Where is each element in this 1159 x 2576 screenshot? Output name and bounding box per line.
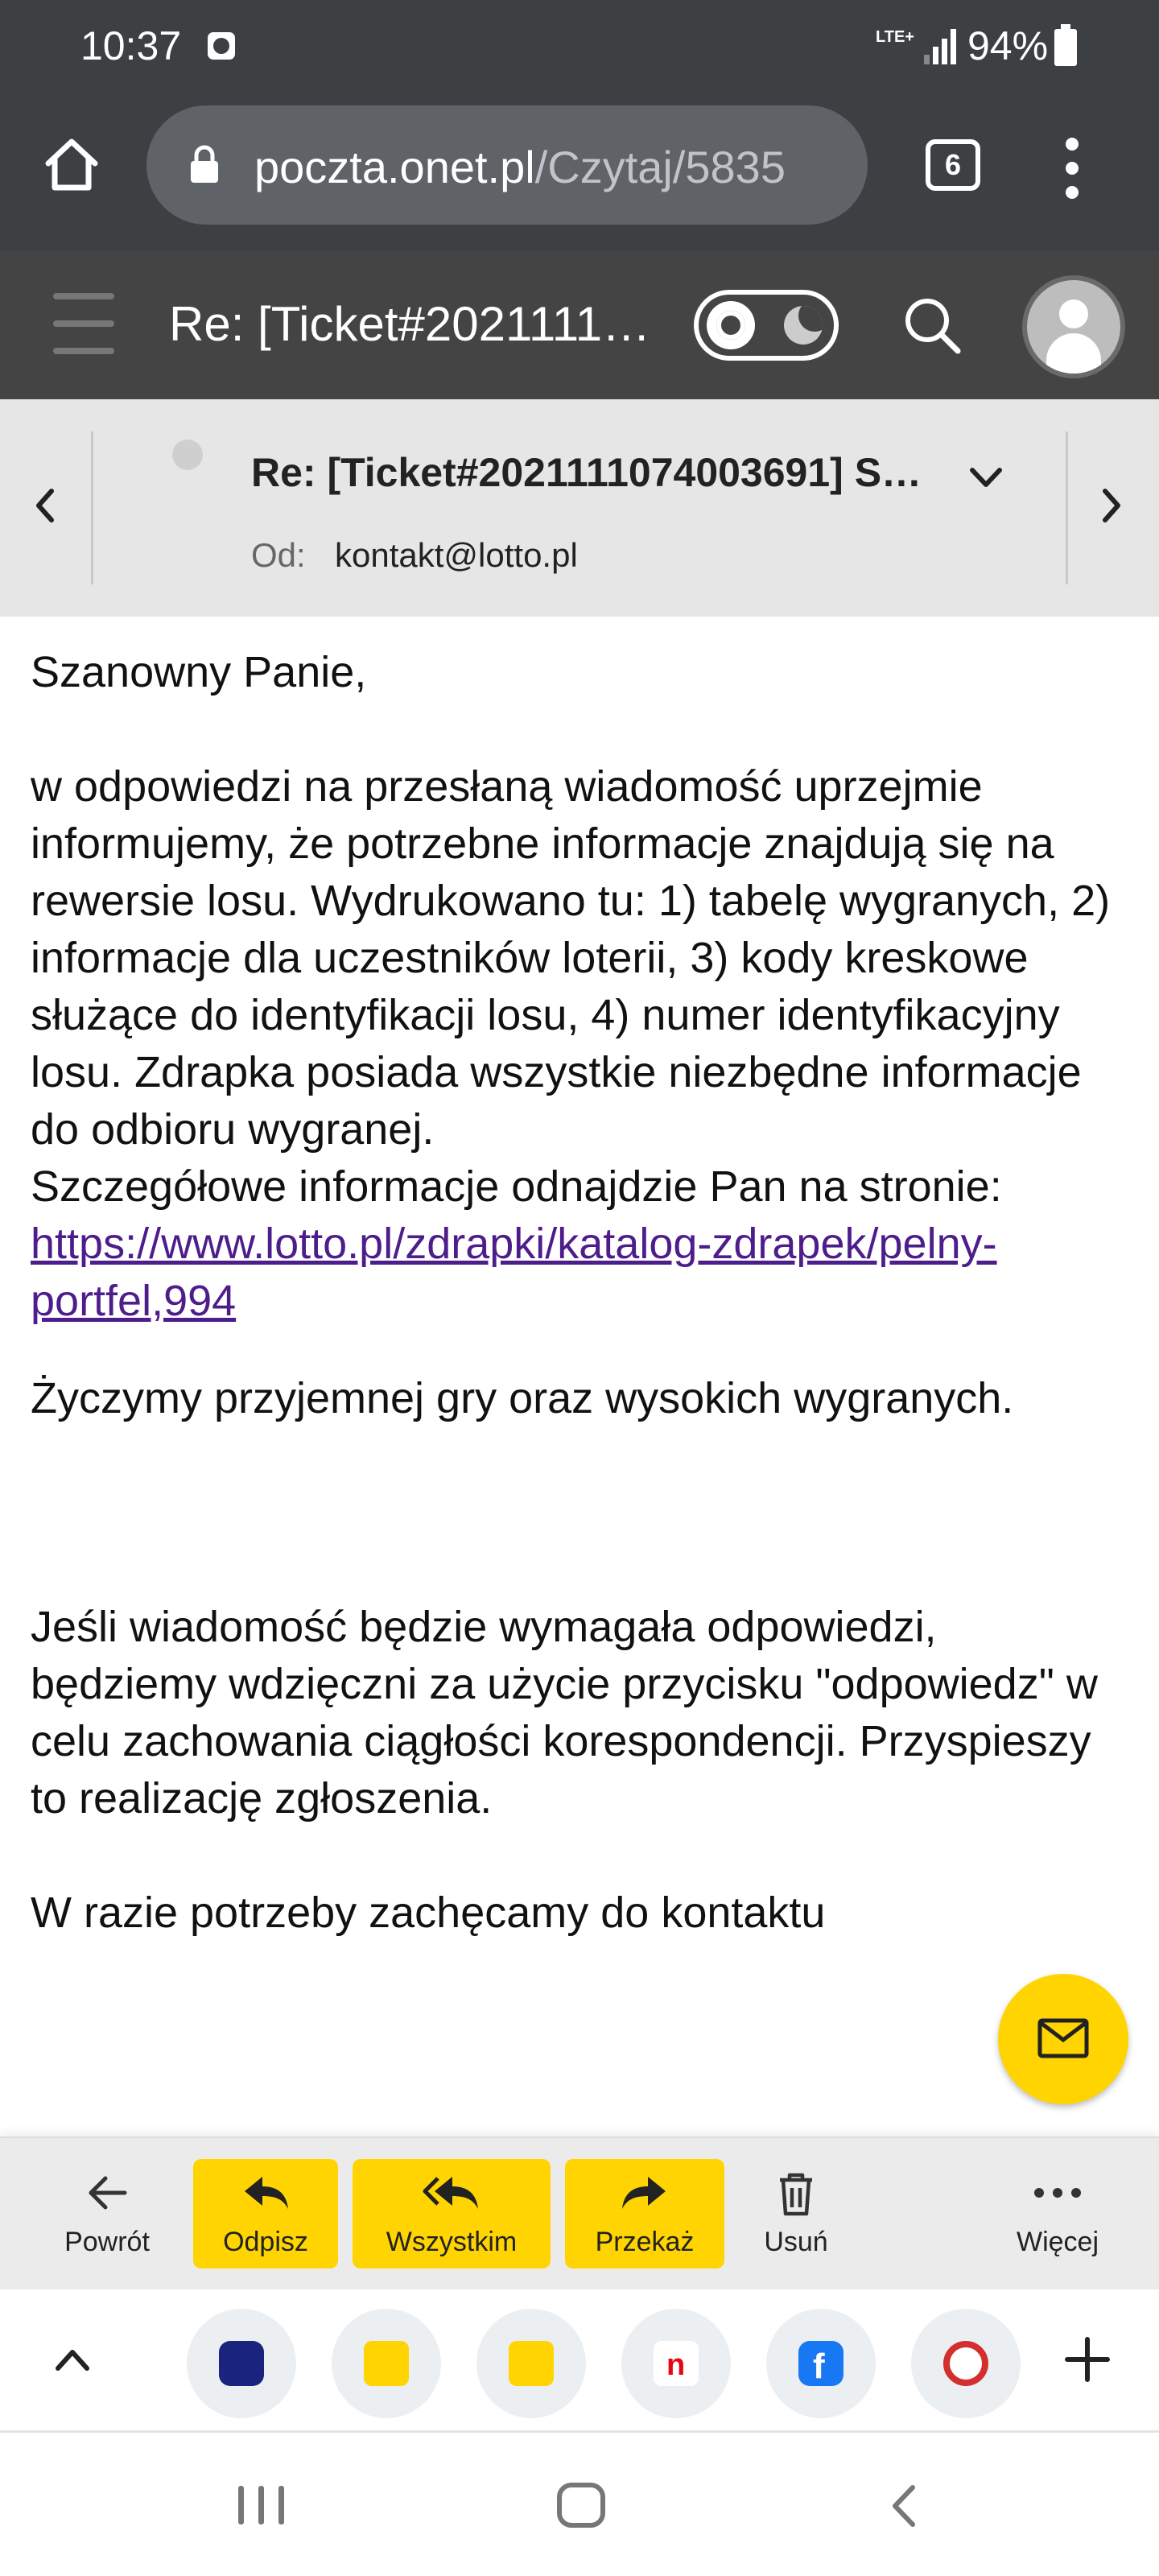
contact-paragraph: W razie potrzeby zachęcamy do kontaktu [31, 1889, 826, 1937]
network-type: LTE+ [876, 28, 914, 46]
envelope-icon [1037, 2017, 1090, 2059]
unread-indicator [172, 440, 203, 470]
svg-text:f: f [813, 2347, 825, 2386]
tab-switcher-button[interactable]: 6 [926, 139, 980, 191]
tab-mail-1[interactable] [332, 2309, 441, 2418]
mail-favicon-icon [509, 2341, 554, 2386]
browser-tab-strip [0, 2291, 1159, 2433]
new-tab-plus-icon[interactable] [1064, 2336, 1111, 2383]
reply-label: Odpisz [223, 2227, 308, 2257]
address-bar[interactable] [146, 105, 868, 225]
body-paragraph: w odpowiedzi na przesłaną wiadomość uprzejmie informujemy, że potrzebne informacje znajdują się na rewersie losu. Wydrukowano tu: 1) tabelę wygranych, 2) informacje dla uczestników loterii, 3) kody kreskowe służące do identyfikacji losu, 4) numer identyfikacyjny losu. Zdrapka posiada wszystkie niezbędne informacje do odbioru wygranej. [31, 762, 1111, 1154]
reply-icon [240, 2170, 291, 2215]
next-message-button[interactable] [1066, 431, 1143, 584]
avatar-head [1059, 299, 1088, 328]
chevron-right-icon [1099, 485, 1126, 526]
message-header [0, 399, 1159, 617]
tab-facebook[interactable] [766, 2309, 876, 2418]
url-path: /Czytaj/5835 [534, 142, 786, 192]
url-text [254, 141, 850, 193]
reply-info-paragraph: Jeśli wiadomość będzie wymagała odpowiedzi, będziemy wdzięczni za użycie przycisku "odpowiedz" w celu zachowania ciągłości korespondencji. Przyspieszy to realizację zgłoszenia. [31, 1603, 1098, 1823]
message-body [31, 644, 1133, 1942]
spacer [31, 701, 1133, 758]
tab-onet[interactable] [621, 2309, 731, 2418]
system-back-icon[interactable] [887, 2483, 919, 2529]
message-action-bar [0, 2136, 1159, 2289]
battery-percent: 94% [967, 23, 1049, 68]
clock-notification-icon [208, 32, 235, 60]
wishes-text: Życzymy przyjemnej gry oraz wysokich wygranych. [31, 1374, 1014, 1422]
battery-icon [1054, 29, 1077, 66]
system-home-icon[interactable] [557, 2483, 605, 2528]
spacer [31, 1330, 1133, 1370]
lock-icon [188, 144, 221, 184]
mail-favicon-icon [364, 2341, 409, 2386]
back-label: Powrót [64, 2227, 150, 2257]
lotto-link[interactable]: https://www.lotto.pl/zdrapki/katalog-zdrapek/pelny-portfel,994 [31, 1220, 997, 1325]
details-paragraph [31, 1158, 1133, 1330]
home-icon[interactable] [42, 134, 101, 194]
theme-toggle[interactable] [694, 290, 839, 361]
reply-button[interactable] [193, 2159, 338, 2268]
lotto-favicon-icon [219, 2341, 264, 2386]
forward-button[interactable] [565, 2159, 724, 2268]
url-bar-row [0, 101, 1159, 229]
status-time: 10:37 [80, 23, 182, 68]
reply-all-button[interactable] [353, 2159, 551, 2268]
mail-app-header [0, 251, 1159, 399]
avatar[interactable] [1022, 275, 1125, 378]
recent-apps-icon[interactable] [238, 2486, 285, 2524]
system-navigation-bar [0, 2433, 1159, 2576]
tab-mail-2[interactable] [476, 2309, 586, 2418]
search-icon[interactable] [900, 293, 964, 357]
sun-icon [707, 301, 755, 349]
compose-button[interactable] [998, 1974, 1128, 2104]
spacer [31, 1827, 1133, 1885]
details-prefix: Szczegółowe informacje odnajdzie Pan na stronie: [31, 1162, 1002, 1211]
browser-chrome [0, 0, 1159, 251]
delete-button[interactable] [736, 2159, 856, 2268]
more-dots-icon [1031, 2170, 1084, 2215]
forward-icon [619, 2170, 670, 2215]
trash-icon [775, 2170, 817, 2217]
spacer [31, 1427, 1133, 1599]
url-host: poczta.onet.pl [254, 142, 535, 192]
message-subject: Re: [Ticket#2021111074003691] S… [251, 450, 922, 495]
site-favicon-icon [943, 2341, 988, 2386]
facebook-favicon-icon [798, 2341, 843, 2386]
avatar-body [1046, 333, 1101, 374]
browser-menu-icon[interactable] [1062, 138, 1082, 202]
previous-message-button[interactable] [16, 431, 93, 584]
greeting-text: Szanowny Panie, [31, 648, 367, 696]
from-address: kontakt@lotto.pl [335, 536, 578, 574]
svg-text:n: n [666, 2348, 686, 2382]
forward-label: Przekaż [595, 2227, 695, 2257]
reply-all-label: Wszystkim [386, 2227, 518, 2257]
from-label: Od: [251, 536, 306, 574]
onet-favicon-icon [654, 2341, 699, 2386]
chevron-down-icon[interactable] [966, 464, 1006, 493]
signal-icon [924, 29, 956, 64]
tab-site[interactable] [911, 2309, 1021, 2418]
tab-lotto[interactable] [187, 2309, 296, 2418]
header-title: Re: [Ticket#2021111… [169, 297, 651, 351]
more-label: Więcej [1016, 2227, 1099, 2257]
hamburger-menu-icon[interactable] [53, 293, 114, 357]
arrow-left-icon [83, 2170, 131, 2215]
chevron-up-icon[interactable] [53, 2346, 92, 2373]
back-button[interactable] [39, 2159, 175, 2268]
moon-icon [784, 306, 823, 345]
delete-label: Usuń [764, 2227, 828, 2257]
more-button[interactable] [993, 2159, 1122, 2268]
status-bar [0, 0, 1159, 97]
chevron-left-icon [31, 485, 58, 526]
reply-all-icon [422, 2170, 481, 2215]
